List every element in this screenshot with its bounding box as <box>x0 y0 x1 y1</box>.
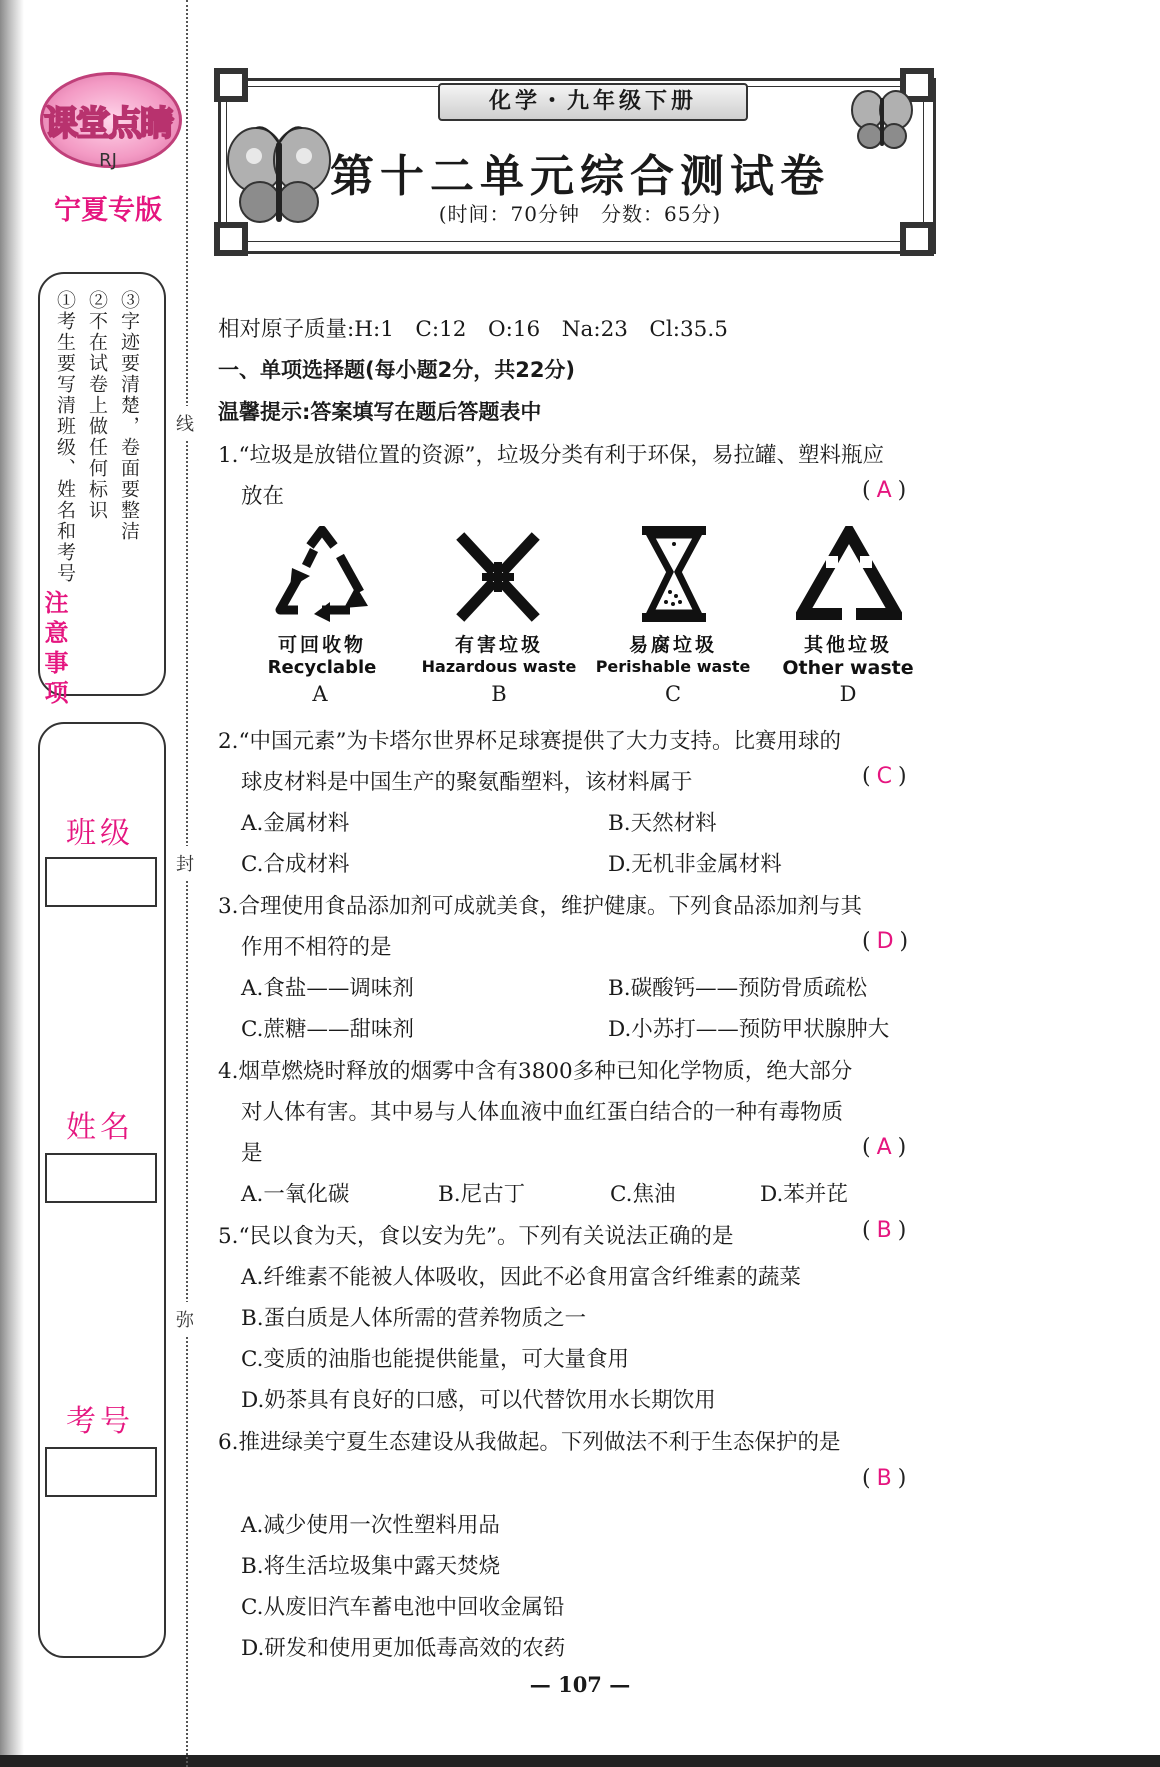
question-5-option: B.蛋白质是人体所需的营养物质之一 <box>241 1306 587 1331</box>
page-number: — 107 — <box>529 1672 631 1697</box>
recycle-icon <box>270 526 374 628</box>
option-caption-en: Perishable waste <box>595 657 751 676</box>
option-caption-zh: 有害垃圾 <box>454 634 543 656</box>
binding-mark: 线 <box>176 406 194 440</box>
class-field[interactable] <box>45 857 157 907</box>
question-4-option: A.一氧化碳 <box>241 1182 350 1207</box>
question-3-stem: 作用不相符的是 <box>241 935 392 960</box>
question-6-option: C.从废旧汽车蓄电池中回收金属铅 <box>241 1595 565 1620</box>
option-caption-en: Other waste <box>782 657 914 679</box>
question-5-stem: 5.“民以食为天，食以安为先”。下列有关说法正确的是 <box>218 1224 734 1249</box>
question-2-option: A.金属材料 <box>241 811 350 836</box>
question-5-option: C.变质的油脂也能提供能量，可大量食用 <box>241 1347 630 1372</box>
option-letter: A <box>312 682 328 706</box>
option-caption-en: Hazardous waste <box>421 657 577 676</box>
option-letter: C <box>664 682 682 706</box>
question-4-option: B.尼古丁 <box>438 1182 526 1207</box>
question-5-answer: ( B ) <box>862 1218 907 1243</box>
question-4-option: C.焦油 <box>610 1182 676 1207</box>
atomic-masses: 相对原子质量:H:1 C:12 O:16 Na:23 Cl:35.5 <box>218 317 728 342</box>
exam-number-label: 考号 <box>66 1404 134 1439</box>
question-3-option: B.碳酸钙——预防骨质疏松 <box>608 976 868 1001</box>
exam-number-field[interactable] <box>45 1447 157 1497</box>
question-3-stem: 3.合理使用食品添加剂可成就美食，维护健康。下列食品添加剂与其 <box>218 894 863 919</box>
question-4-stem: 是 <box>241 1141 263 1166</box>
question-1-stem: 放在 <box>241 484 285 509</box>
question-6-option: A.减少使用一次性塑料用品 <box>241 1513 500 1538</box>
question-4-stem: 4.烟草燃烧时释放的烟雾中含有3800多种已知化学物质，绝大部分 <box>218 1059 853 1084</box>
notice-line: ②不在试卷上做任何标识 <box>86 290 108 521</box>
edition-label: 宁夏专版 <box>54 195 162 226</box>
brand-logo-text: 课堂点睛 <box>44 104 172 144</box>
subject-tab: 化学・九年级下册 <box>438 83 748 121</box>
notice-line: ①考生要写清班级、姓名和考号 <box>54 290 76 584</box>
question-4-stem: 对人体有害。其中易与人体血液中血红蛋白结合的一种有毒物质 <box>241 1100 844 1125</box>
option-letter: D <box>839 682 857 706</box>
question-6-option: D.研发和使用更加低毒高效的农药 <box>241 1636 566 1661</box>
option-caption <box>766 630 930 679</box>
frame-corner-ornament <box>214 68 248 102</box>
question-3-option: C.蔗糖——甜味剂 <box>241 1017 415 1042</box>
option-caption-zh: 可回收物 <box>277 634 366 656</box>
other-waste-icon <box>796 526 902 628</box>
exam-subtitle: (时间：70分钟 分数：65分) <box>438 202 722 226</box>
perishable-waste-icon <box>640 524 708 624</box>
notice-line: ③字迹要清楚，卷面要整洁 <box>118 290 140 542</box>
bottom-edge-bar <box>0 1755 1160 1767</box>
binding-cut-line <box>186 0 188 1767</box>
question-2-stem: 2.“中国元素”为卡塔尔世界杯足球赛提供了大力支持。比赛用球的 <box>218 729 841 754</box>
question-2-option: C.合成材料 <box>241 852 350 877</box>
frame-corner-ornament <box>900 222 934 256</box>
question-6-option: B.将生活垃圾集中露天焚烧 <box>241 1554 501 1579</box>
section-hint: 温馨提示:答案填写在题后答题表中 <box>218 400 542 424</box>
section-title: 一、单项选择题(每小题2分，共22分) <box>218 358 576 382</box>
question-2-option: D.无机非金属材料 <box>608 852 782 877</box>
question-2-answer: ( C ) <box>862 764 907 789</box>
exam-title: 第十二单元综合测试卷 <box>330 151 830 202</box>
book-spine-shadow <box>0 0 24 1767</box>
option-letter: B <box>491 682 507 706</box>
question-2-option: B.天然材料 <box>608 811 717 836</box>
option-caption-en: Recyclable <box>267 657 377 678</box>
option-caption <box>244 630 400 678</box>
class-label: 班级 <box>66 816 134 851</box>
question-3-option: D.小苏打——预防甲状腺肿大 <box>608 1017 890 1042</box>
binding-mark: 弥 <box>176 1302 194 1336</box>
question-1-answer: ( A ) <box>862 478 907 503</box>
question-2-stem: 球皮材料是中国生产的聚氨酯塑料，该材料属于 <box>241 770 693 795</box>
question-1-stem: 1.“垃圾是放错位置的资源”，垃圾分类有利于环保，易拉罐、塑料瓶应 <box>218 443 884 468</box>
notice-title: 注意事项 <box>40 590 68 710</box>
question-6-answer: ( B ) <box>862 1466 907 1491</box>
question-4-option: D.苯并芘 <box>760 1182 848 1207</box>
hazardous-waste-icon <box>456 532 540 622</box>
question-5-option: D.奶茶具有良好的口感，可以代替饮用水长期饮用 <box>241 1388 716 1413</box>
option-caption-zh: 其他垃圾 <box>803 634 892 656</box>
name-field[interactable] <box>45 1153 157 1203</box>
question-3-answer: ( D ) <box>862 929 909 954</box>
question-4-answer: ( A ) <box>862 1135 907 1160</box>
binding-mark: 封 <box>176 846 194 880</box>
name-label: 姓名 <box>66 1110 134 1145</box>
question-6-stem: 6.推进绿美宁夏生态建设从我做起。下列做法不利于生态保护的是 <box>218 1430 841 1455</box>
option-caption-zh: 易腐垃圾 <box>628 634 717 656</box>
option-caption <box>588 630 758 676</box>
edition-code: RJ <box>99 150 117 171</box>
question-3-option: A.食盐——调味剂 <box>241 976 414 1001</box>
question-5-option: A.纤维素不能被人体吸收，因此不必食用富含纤维素的蔬菜 <box>241 1265 801 1290</box>
option-caption <box>414 630 584 676</box>
